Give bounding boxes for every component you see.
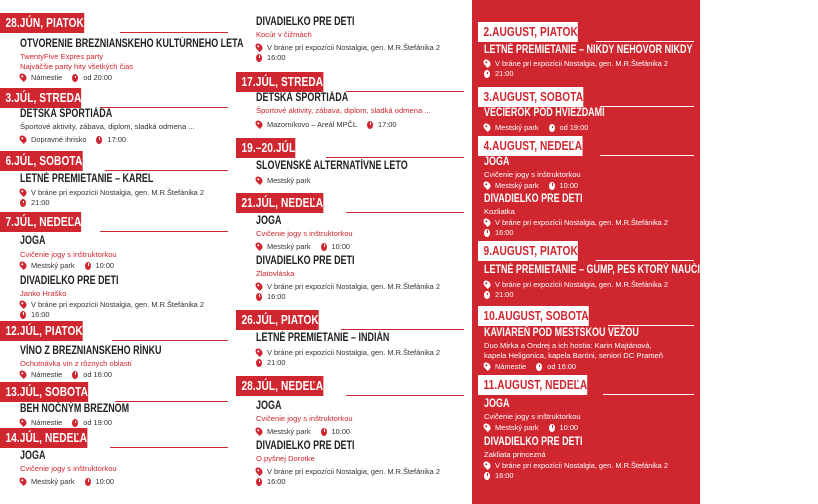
event-title: JOGA: [256, 400, 282, 412]
event-title: KAVIAREŇ POD MESTSKOU VEŽOU: [484, 327, 639, 339]
event-time: od 19:00: [559, 123, 589, 132]
event-time: 21:00: [495, 69, 514, 78]
clock-icon: [256, 359, 262, 367]
event-title: DETSKÁ ŠPORTIÁDA: [256, 92, 349, 104]
event-subtitle: Športové aktivity, zábava, diplom, sladká odmena ...: [256, 106, 431, 115]
event-title: JOGA: [256, 215, 282, 227]
event-place: Mestský park: [495, 123, 539, 132]
map-pin-icon: [482, 217, 492, 227]
event-item: [484, 398, 581, 433]
map-pin-icon: [254, 347, 264, 357]
date-header: 26.JÚL, PIATOK: [236, 310, 468, 330]
event-subtitle: Cvičenie jogy s inštruktorkou: [484, 412, 581, 421]
clock-icon: [321, 428, 327, 436]
event-place: V bráne pri expozícii Nostalgia, gen. M.R.Štefánika 2: [267, 42, 440, 52]
clock-icon: [536, 363, 542, 371]
clock-icon: [85, 478, 91, 486]
event-subtitle: kapela Heligonica, kapela Baróni, seniori DC Prameň: [484, 350, 663, 360]
event-item: [20, 235, 117, 271]
event-item: [256, 92, 431, 130]
map-pin-icon: [254, 426, 264, 436]
clock-icon: [256, 293, 262, 301]
event-title: JOGA: [20, 235, 46, 247]
event-title: VEČIEROK POD HVIEZDAMI: [484, 107, 605, 119]
map-pin-icon: [254, 119, 264, 129]
event-time: 10:00: [331, 426, 351, 436]
map-pin-icon: [18, 369, 28, 379]
event-place: Mestský park: [495, 422, 539, 432]
column-3: [472, 0, 745, 504]
date-header: 12.JÚL, PIATOK: [0, 321, 232, 341]
clock-icon: [484, 70, 490, 78]
event-time: 16:00: [267, 476, 286, 486]
event-place: V bráne pri expozícii Nostalgia, gen. M.R.Štefánika 2: [31, 299, 204, 309]
event-title: DIVADIELKO PRE DETI: [256, 16, 355, 28]
event-time: od 19:00: [83, 418, 112, 427]
clock-icon: [549, 124, 555, 132]
event-item: [484, 107, 639, 133]
clock-icon: [20, 199, 26, 207]
event-title: BEH NOČNÝM BREZNOM: [20, 403, 130, 415]
event-place: Námestie: [31, 418, 63, 427]
event-title: DIVADIELKO PRE DETI: [20, 275, 119, 287]
map-pin-icon: [18, 187, 28, 197]
date-header: 13.JÚL, SOBOTA: [0, 382, 232, 402]
map-pin-icon: [482, 58, 492, 68]
clock-icon: [484, 229, 490, 237]
event-place: V bráne pri expozícii Nostalgia, gen. M.R.Štefánika 2: [495, 217, 668, 227]
event-title: LETNÉ PREMIETANIE – NIKDY NEHOVOR NIKDY: [484, 44, 693, 56]
event-title: DIVADIELKO PRE DETI: [256, 255, 355, 267]
event-place: V bráne pri expozícii Nostalgia, gen. M.R.Štefánika 2: [495, 59, 668, 68]
map-pin-icon: [254, 241, 264, 251]
event-place: Námestie: [495, 362, 527, 371]
date-header: 28.JÚL, NEDEĽA: [236, 376, 468, 396]
clock-icon: [484, 472, 490, 480]
map-pin-icon: [482, 361, 492, 371]
event-place: V bráne pri expozícii Nostalgia, gen. M.R.Štefánika 2: [267, 281, 440, 291]
event-item: [256, 16, 440, 63]
event-item: [20, 108, 195, 145]
event-item: [484, 193, 668, 238]
date-header: 7.JÚL, NEDEĽA: [0, 212, 232, 232]
date-header: 21.JÚL, NEDEĽA: [236, 193, 468, 213]
event-subtitle: Kocúr v čižmách: [256, 30, 312, 39]
event-subtitle: O pyšnej Dorotke: [256, 454, 315, 463]
event-title: LETNÉ PREMIETANIE – KAREL: [20, 173, 154, 185]
event-time: od 20:00: [83, 73, 112, 82]
event-item: [20, 403, 160, 428]
clock-icon: [321, 243, 327, 251]
event-time: 16:00: [31, 309, 50, 319]
event-title: JOGA: [484, 398, 510, 410]
event-time: 16:00: [267, 291, 286, 301]
event-item: [484, 264, 818, 300]
column-2: [236, 0, 472, 504]
clock-icon: [72, 74, 78, 82]
date-header: 10.AUGUST, SOBOTA: [478, 306, 698, 326]
event-subtitle: Cvičenie jogy s inštruktorkou: [256, 229, 353, 238]
date-header: 3.AUGUST, SOBOTA: [478, 87, 698, 107]
event-title: LETNÉ PREMIETANIE – GUMP, PES KTORÝ NAUČIL ĽUDÍ ŽIŤ: [484, 264, 745, 276]
event-place: Námestie: [31, 369, 63, 379]
event-place: Mazorníkovo – Areál MPČL: [267, 119, 357, 129]
event-subtitle: Zakliata princezná: [484, 450, 546, 459]
event-place: V bráne pri expozícii Nostalgia, gen. M.R.Štefánika 2: [495, 460, 668, 470]
event-time: 21:00: [267, 358, 286, 367]
map-pin-icon: [18, 72, 28, 82]
map-pin-icon: [254, 42, 264, 52]
event-place: V bráne pri expozícii Nostalgia, gen. M.R.Štefánika 2: [267, 466, 440, 476]
event-time: 16:00: [267, 52, 286, 62]
clock-icon: [549, 182, 555, 190]
event-item: [484, 156, 581, 191]
event-time: od 16:00: [83, 369, 112, 379]
map-pin-icon: [254, 281, 264, 291]
event-time: 10:00: [559, 422, 579, 432]
event-place: Námestie: [31, 73, 63, 82]
clock-icon: [96, 136, 102, 144]
map-pin-icon: [482, 279, 492, 289]
date-header: 28.JÚN, PIATOK: [0, 13, 232, 33]
event-place: Dopravné ihrisko: [31, 134, 87, 144]
event-subtitle: Cvičenie jogy s inštruktorkou: [256, 414, 353, 423]
event-subtitle: Najväčšie party hity všetkých čias: [20, 61, 134, 71]
event-time: 21:00: [31, 198, 50, 207]
event-time: 16:00: [495, 227, 514, 237]
event-subtitle: Duo Mirka a Ondrej a ich hostia: Karin Majtánová,: [484, 341, 652, 350]
event-time: 17:00: [377, 119, 397, 129]
map-pin-icon: [18, 260, 28, 270]
map-pin-icon: [482, 180, 492, 190]
map-pin-icon: [18, 417, 28, 427]
map-pin-icon: [18, 134, 28, 144]
date-header: 6.JÚL, SOBOTA: [0, 151, 232, 171]
event-item: [256, 332, 440, 368]
event-subtitle: Kozliatka: [484, 207, 515, 216]
event-time: 10:00: [95, 476, 115, 486]
map-pin-icon: [254, 466, 264, 476]
event-place: V bráne pri expozícii Nostalgia, gen. M.R.Štefánika 2: [31, 188, 204, 197]
event-subtitle: Ochutnávka vín z rôznych oblastí: [20, 359, 132, 368]
date-header: 14.JÚL, NEDEĽA: [0, 428, 232, 448]
column-1: [0, 0, 244, 504]
date-header: 11.AUGUST, NEDEĽA: [478, 375, 698, 395]
event-place: V bráne pri expozícii Nostalgia, gen. M.R.Štefánika 2: [267, 348, 440, 357]
event-title: DETSKÁ ŠPORTIÁDA: [20, 108, 113, 120]
event-title: DIVADIELKO PRE DETI: [484, 436, 583, 448]
map-pin-icon: [482, 422, 492, 432]
event-item: [20, 173, 204, 208]
event-subtitle: Cvičenie jogy s inštruktorkou: [20, 250, 117, 259]
clock-icon: [256, 478, 262, 486]
event-subtitle: Cvičenie jogy s inštruktorkou: [20, 464, 117, 473]
event-place: Mestský park: [267, 426, 311, 436]
event-place: Mestský park: [31, 260, 75, 270]
map-pin-icon: [482, 122, 492, 132]
map-pin-icon: [482, 460, 492, 470]
event-time: 10:00: [331, 241, 351, 251]
event-item: [484, 327, 683, 372]
clock-icon: [20, 311, 26, 319]
event-title: JOGA: [20, 450, 46, 462]
date-header: 4.AUGUST, NEDEĽA: [478, 136, 698, 156]
event-item: [256, 440, 440, 487]
date-header: 19.–20.JÚL: [236, 138, 468, 158]
event-item: [256, 160, 450, 186]
event-title: JOGA: [484, 156, 510, 168]
date-header: 9.AUGUST, PIATOK: [478, 241, 698, 261]
event-time: 10:00: [95, 260, 115, 270]
event-item: [484, 436, 668, 481]
event-item: [20, 345, 201, 380]
event-title: VÍNO Z BREZNIANSKEHO RÍNKU: [20, 345, 162, 357]
clock-icon: [72, 419, 78, 427]
date-header: 17.JÚL, STREDA: [236, 72, 468, 92]
event-title: LETNÉ PREMIETANIE – INDIÁN: [256, 332, 390, 344]
event-subtitle: Športové aktivity, zábava, diplom, sladká odmena ...: [20, 122, 195, 131]
event-item: [256, 400, 353, 437]
clock-icon: [484, 291, 490, 299]
event-title: OTVORENIE BREZNIANSKEHO KULTÚRNEHO LETA: [20, 38, 244, 50]
event-time: 16:00: [495, 470, 514, 480]
event-place: Mestský park: [267, 176, 311, 185]
event-time: 21:00: [495, 290, 514, 299]
event-item: [20, 275, 204, 320]
event-place: Mestský park: [31, 476, 75, 486]
event-title: DIVADIELKO PRE DETI: [256, 440, 355, 452]
event-subtitle: TwentyFive Expres party: [20, 52, 104, 61]
date-header: 3.JÚL, STREDA: [0, 88, 232, 108]
date-header: 2.AUGUST, PIATOK: [478, 22, 698, 42]
event-subtitle: Zlatovláska: [256, 269, 295, 278]
map-pin-icon: [18, 299, 28, 309]
event-item: [256, 255, 440, 302]
event-time: 10:00: [559, 180, 579, 190]
event-item: [20, 450, 117, 487]
clock-icon: [72, 371, 78, 379]
event-place: Mestský park: [495, 180, 539, 190]
event-time: 17:00: [107, 134, 126, 144]
clock-icon: [85, 262, 91, 270]
event-subtitle: Cvičenie jogy s inštruktorkou: [484, 170, 581, 179]
event-time: od 16:00: [547, 362, 576, 371]
map-pin-icon: [18, 476, 28, 486]
event-title: DIVADIELKO PRE DETI: [484, 193, 583, 205]
event-title: SLOVENSKÉ ALTERNATÍVNE LETO: [256, 160, 408, 172]
event-place: V bráne pri expozícii Nostalgia, gen. M.R.Štefánika 2: [495, 280, 668, 289]
map-pin-icon: [254, 175, 264, 185]
clock-icon: [256, 54, 262, 62]
clock-icon: [367, 121, 373, 129]
event-item: [256, 215, 353, 252]
clock-icon: [549, 424, 555, 432]
event-subtitle: Janko Hraško: [20, 289, 67, 298]
event-place: Mestský park: [267, 241, 311, 251]
event-item: [484, 44, 751, 79]
